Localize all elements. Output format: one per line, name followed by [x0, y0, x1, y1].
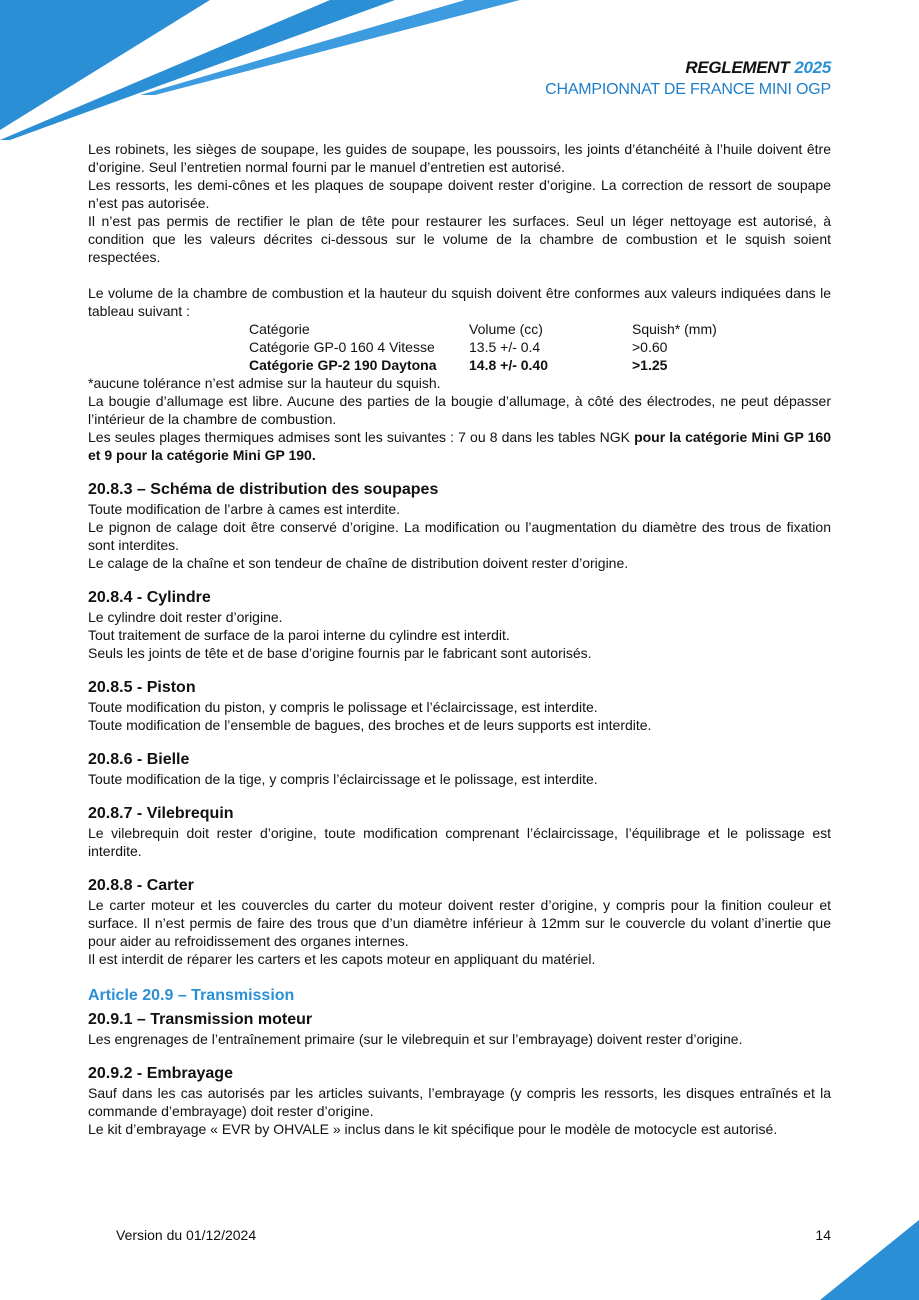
paragraph: Le calage de la chaîne et son tendeur de chaîne de distribution doivent rester d’origine. [88, 555, 629, 571]
paragraph: La bougie d’allumage est libre. Aucune des parties de la bougie d’allumage, à côté des électrodes, ne peut dépasser l’intérieur de la chambre de combustion. [88, 393, 831, 427]
section-heading: 20.8.3 – Schéma de distribution des soupapes [88, 481, 439, 498]
section-20-8-7 [88, 804, 831, 860]
document-body [88, 140, 831, 1138]
section-heading: 20.8.8 - Carter [88, 877, 194, 894]
paragraph: Le vilebrequin doit rester d’origine, toute modification comprenant l’éclaircissage, l’équilibrage et le polissage est interdite. [88, 825, 831, 859]
table-row [249, 356, 717, 374]
paragraph: Seuls les joints de tête et de base d’origine fournis par le fabricant sont autorisés. [88, 645, 592, 661]
text-normal: Les seules plages thermiques admises sont les suivantes : 7 ou 8 dans les tables NGK [88, 429, 635, 445]
paragraph: Le pignon de calage doit être conservé d’origine. La modification ou l’augmentation du diamètre des trous de fixation sont interdites. [88, 519, 831, 553]
table-header-cell: Volume (cc) [469, 321, 543, 337]
table-cell: >0.60 [632, 339, 668, 355]
section-20-8-4 [88, 588, 831, 662]
paragraph: Tout traitement de surface de la paroi interne du cylindre est interdit. [88, 627, 510, 643]
combustion-spec-table [249, 320, 717, 374]
text-bold: pour la catégorie Mini GP 160 et 9 pour la catégorie Mini GP 190. [88, 429, 832, 463]
paragraph: Sauf dans les cas autorisés par les articles suivants, l’embrayage (y compris les ressorts, les disques entraînés et la commande d’embrayage) doit rester d’origine. [88, 1085, 831, 1119]
paragraph: Le volume de la chambre de combustion et la hauteur du squish doivent être conformes aux valeurs indiquées dans le tableau suivant : [88, 285, 831, 319]
table-header-cell: Squish* (mm) [632, 321, 717, 337]
section-heading: 20.8.5 - Piston [88, 679, 196, 696]
section-20-8-5 [88, 678, 831, 734]
section-heading: 20.8.7 - Vilebrequin [88, 805, 234, 822]
section-20-9-2 [88, 1064, 831, 1138]
header-title-text: REGLEMENT [685, 58, 790, 77]
section-20-8-8 [88, 876, 831, 968]
table-header-cell: Catégorie [249, 321, 310, 337]
paragraph: Les robinets, les sièges de soupape, les guides de soupape, les poussoirs, les joints d’étanchéité à l’huile doivent être d’origine. Seul l’entretien normal fourni par le manuel d’entretien est autorisé. [88, 141, 831, 175]
header-title [545, 58, 831, 78]
paragraph: Le carter moteur et les couvercles du carter du moteur doivent rester d’origine, y compris pour la finition couleur et surface. Il n’est permis de faire des trous que d’un diamètre inférieur à 12mm sur le couvercle du volant d’inertie que pour aider au refroidissement des organes internes. [88, 897, 831, 949]
paragraph: Il est interdit de réparer les carters et les capots moteur en appliquant du matériel. [88, 951, 596, 967]
document-header [545, 58, 831, 100]
table-row [249, 338, 717, 356]
table-cell: 13.5 +/- 0.4 [469, 339, 541, 355]
table-header-row [249, 320, 717, 338]
table-cell: >1.25 [632, 357, 668, 373]
paragraph: Toute modification de la tige, y compris l’éclaircissage et le polissage, est interdite. [88, 771, 598, 787]
header-year: 2025 [794, 58, 831, 77]
paragraph: Toute modification du piston, y compris le polissage et l’éclaircissage, est interdite. [88, 699, 598, 715]
section-20-8-6 [88, 750, 831, 788]
section-heading: 20.9.1 – Transmission moteur [88, 1011, 313, 1028]
table-cell: 14.8 +/- 0.40 [469, 357, 549, 373]
section-20-8-3 [88, 480, 831, 572]
section-20-9-1 [88, 1010, 831, 1048]
paragraph: Le cylindre doit rester d’origine. [88, 609, 283, 625]
paragraph: Les engrenages de l’entraînement primaire (sur le vilebrequin et sur l’embrayage) doivent rester d’origine. [88, 1031, 743, 1047]
section-heading: 20.8.4 - Cylindre [88, 589, 211, 606]
paragraph: Toute modification de l’ensemble de bagues, des broches et de leurs supports est interdite. [88, 717, 652, 733]
article-heading: Article 20.9 – Transmission [88, 987, 295, 1004]
header-subtitle: CHAMPIONNAT DE FRANCE MINI OGP [545, 81, 831, 98]
paragraph: Toute modification de l’arbre à cames est interdite. [88, 501, 401, 517]
paragraph: *aucune tolérance n’est admise sur la hauteur du squish. [88, 375, 441, 391]
paragraph [88, 428, 831, 464]
page-number: 14 [815, 1227, 831, 1243]
table-cell: Catégorie GP-0 160 4 Vitesse [249, 339, 435, 355]
section-heading: 20.8.6 - Bielle [88, 751, 190, 768]
paragraph: Il n’est pas permis de rectifier le plan de tête pour restaurer les surfaces. Seul un léger nettoyage est autorisé, à condition que les valeurs décrites ci-dessous sur le volume de la chambre de combustion et le squish soient respectées. [88, 213, 831, 265]
paragraph: Les ressorts, les demi-cônes et les plaques de soupape doivent rester d’origine. La correction de ressort de soupape n’est pas autorisée. [88, 177, 831, 211]
paragraph: Le kit d’embrayage « EVR by OHVALE » inclus dans le kit spécifique pour le modèle de motocycle est autorisé. [88, 1121, 778, 1137]
section-heading: 20.9.2 - Embrayage [88, 1065, 233, 1082]
footer-version: Version du 01/12/2024 [116, 1227, 257, 1243]
table-cell: Catégorie GP-2 190 Daytona [249, 357, 437, 373]
